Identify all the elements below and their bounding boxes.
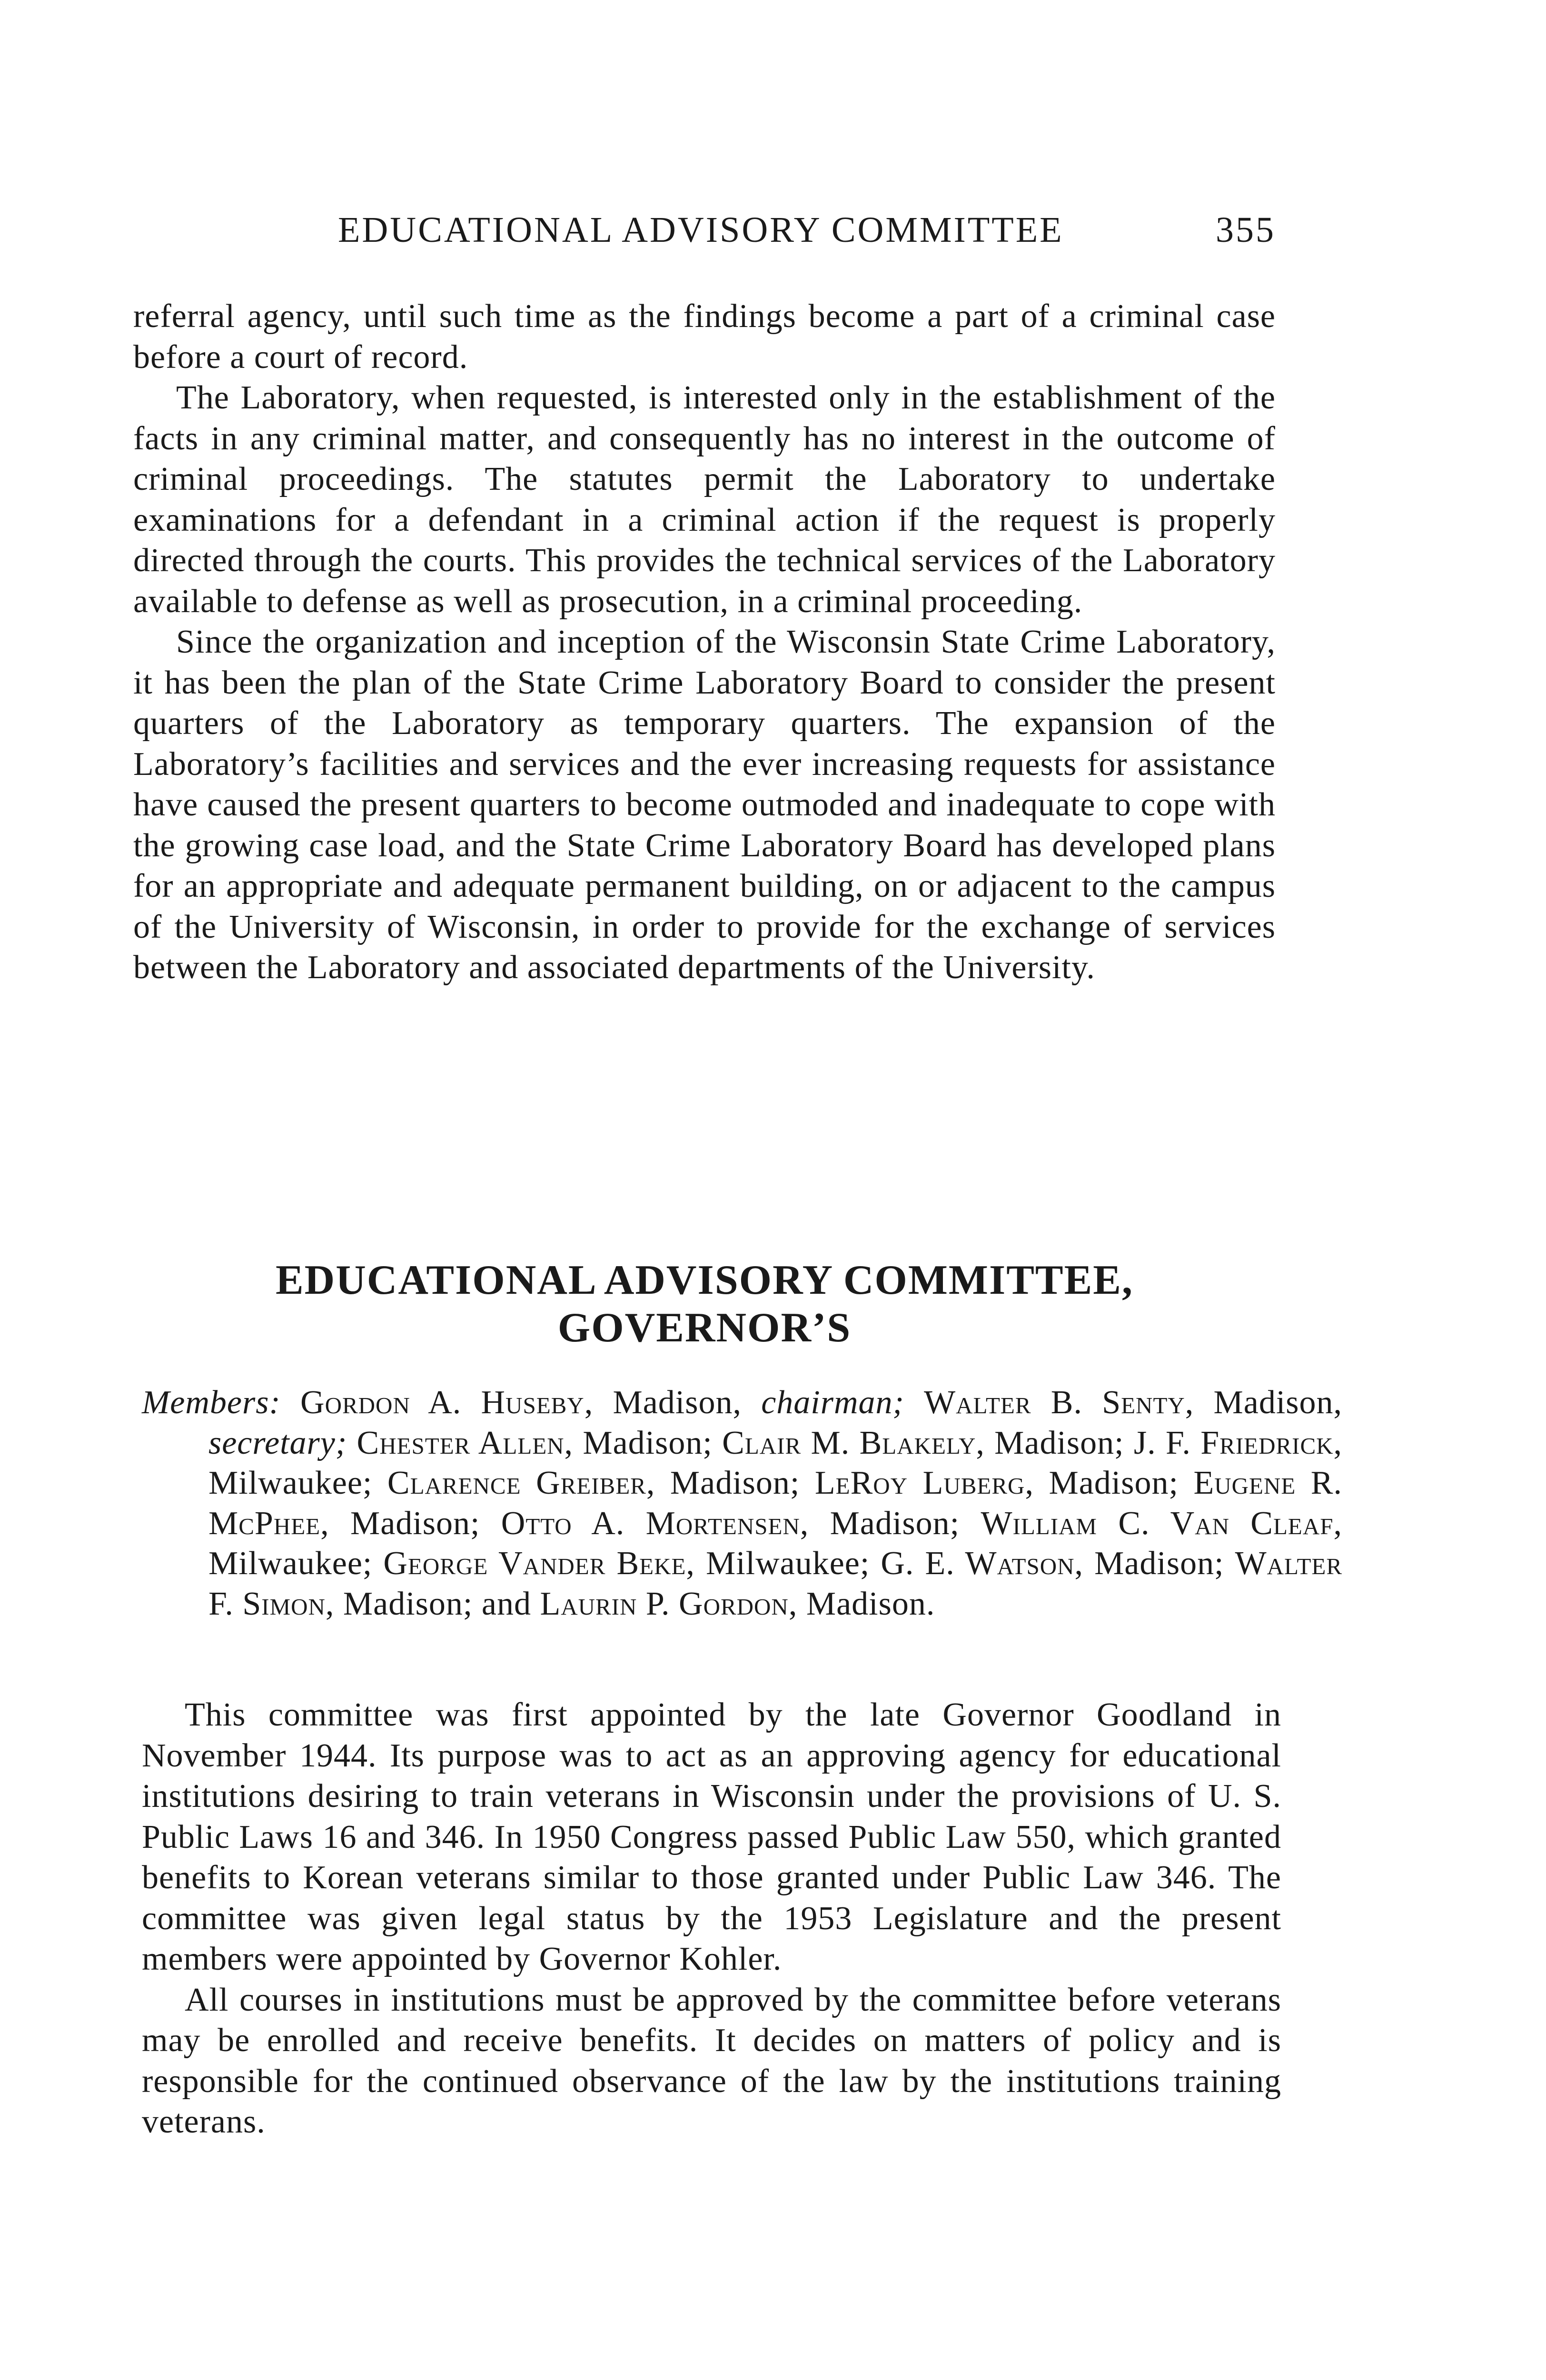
continued-section-text xyxy=(133,296,1276,988)
member-role: secretary; xyxy=(208,1424,347,1461)
member-place: , Milwaukee; xyxy=(686,1545,870,1582)
paragraph: This committee was first appointed by the late Governor Goodland in November 1944. Its purpose was to act as an approving agency for educational institutions desiring to train veterans in Wisconsin under the provisions of U. S. Public Laws 16 and 346. In 1950 Congress passed Public Law 550, which granted benefits to Korean veterans similar to those granted under Public Law 346. The committee was given legal status by the 1953 Legislature and the present members were appointed by Governor Kohler. xyxy=(142,1696,1281,1977)
member-name: Clarence Greiber xyxy=(387,1465,646,1501)
member-place: , Madison, xyxy=(1185,1384,1343,1421)
member-place: , Madison; xyxy=(1074,1545,1224,1582)
member-name: Clair M. Blakely xyxy=(722,1424,976,1461)
paragraph: The Laboratory, when requested, is interested only in the establishment of the facts in any criminal matter, and consequently has no interest in the outcome of criminal proceedings. The statutes permit the Laboratory to undertake examinations for a defendant in a criminal action if the request is properly directed through the courts. This provides the technical services of the Laboratory available to defense as well as prosecution, in a criminal proceeding. xyxy=(133,379,1276,620)
member-name: Walter F. Simon xyxy=(208,1545,1343,1622)
member-name: J. F. Friedrick xyxy=(1133,1424,1334,1461)
page-number: 355 xyxy=(1216,210,1276,250)
paragraph: All courses in institutions must be approved by the committee before veterans may be enrolled and receive benefits. It decides on matters of policy and is responsible for the continued observance of the law by the institutions training veterans. xyxy=(142,1981,1281,2140)
member-place: , Madison; xyxy=(564,1424,713,1461)
member-place: , Madison; xyxy=(1025,1465,1179,1501)
members-label: Members: xyxy=(142,1384,281,1421)
member-place: , Madison; xyxy=(976,1424,1124,1461)
member-name: William C. Van Cleaf xyxy=(981,1505,1334,1542)
member-place: , Madison; and xyxy=(325,1585,531,1622)
section-heading-line-1: EDUCATIONAL ADVISORY COMMITTEE, xyxy=(275,1257,1134,1303)
member-name: Walter B. Senty xyxy=(924,1384,1185,1421)
section-heading xyxy=(133,1257,1276,1352)
member-place: , Madison; xyxy=(646,1465,800,1501)
member-name: Chester Allen xyxy=(357,1424,565,1461)
member-name: Gordon A. Huseby xyxy=(300,1384,585,1421)
paragraph: referral agency, until such time as the findings become a part of a criminal case before a court of record. xyxy=(133,298,1276,376)
member-place: , Madison. xyxy=(788,1585,935,1622)
member-name: LeRoy Luberg xyxy=(814,1465,1025,1501)
member-place: , Madison; xyxy=(800,1505,960,1542)
member-place: , Milwaukee; xyxy=(208,1424,1343,1501)
member-name: George Vander Beke xyxy=(383,1545,686,1582)
member-name: G. E. Watson xyxy=(881,1545,1075,1582)
member-place: , Madison, xyxy=(584,1384,742,1421)
member-name: Eugene R. McPhee xyxy=(208,1465,1342,1542)
running-head-title: EDUCATIONAL ADVISORY COMMITTEE xyxy=(338,210,1064,250)
member-place: , Madison; xyxy=(320,1505,480,1542)
member-name: Laurin P. Gordon xyxy=(540,1585,789,1622)
members-list xyxy=(142,1383,1342,1624)
section-body-text xyxy=(142,1695,1281,2142)
member-place: , Milwaukee; xyxy=(208,1505,1343,1582)
paragraph: Since the organization and inception of the Wisconsin State Crime Laboratory, it has been the plan of the State Crime Laboratory Board to consider the present quarters of the Laboratory as temporary quarters. The expansion of the Laboratory’s facilities and services and the ever increasing requests for assistance have caused the present quarters to become outmoded and inadequate to cope with the growing case load, and the State Crime Laboratory Board has developed plans for an appropriate and adequate permanent building, on or adjacent to the campus of the University of Wisconsin, in order to provide for the exchange of services between the Laboratory and associated departments of the University. xyxy=(133,624,1276,986)
member-name: Otto A. Mortensen xyxy=(501,1505,800,1542)
section-heading-line-2: GOVERNOR’S xyxy=(557,1305,852,1351)
member-role: chairman; xyxy=(761,1384,904,1421)
